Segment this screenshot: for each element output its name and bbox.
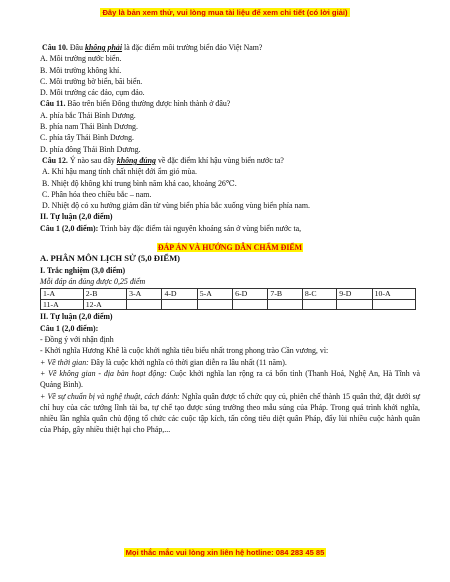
answer-paragraph — [40, 368, 420, 391]
option: D. Môi trường các đảo, cụm đảo. — [40, 88, 145, 98]
answer-key-title — [40, 242, 420, 253]
option: D. Nhiệt độ có xu hướng giảm dần từ vùng biển phía bắc xuống vùng biển phía nam. — [42, 201, 311, 211]
answer-cell: 2-B — [83, 289, 126, 300]
answer-cell — [337, 299, 372, 310]
option: C. phía tây Thái Bình Dương. — [40, 133, 134, 143]
score-note: Mỗi đáp án đúng được 0,25 điểm — [40, 276, 146, 286]
preview-banner — [0, 8, 450, 17]
part-2-title: II. Tự luận (2,0 điểm) — [40, 212, 113, 222]
answer-line: - Khởi nghĩa Hương Khê là cuộc khởi nghĩa tiêu biểu nhất trong phong trào Cần vương, vì: — [40, 346, 329, 356]
option: B. phía nam Thái Bình Dương. — [40, 122, 138, 132]
option: C. Phân hóa theo chiều bắc – nam. — [42, 189, 152, 199]
answer-cell — [233, 299, 268, 310]
question-text: về đặc điểm khí hậu vùng biển nước ta? — [156, 155, 284, 165]
answer-cell: 10-A — [372, 289, 415, 300]
answer-cell: 3-A — [127, 289, 162, 300]
emphasis-text: không đúng — [116, 155, 157, 165]
answer-paragraph — [40, 391, 420, 436]
question-number: Câu 10. — [42, 43, 68, 52]
answer-line — [40, 357, 420, 368]
question-number: Câu 12. — [42, 155, 68, 165]
multiple-choice-title: I. Trắc nghiệm (3,0 điểm) — [40, 265, 126, 275]
answer-cell: 4-D — [162, 289, 197, 300]
emphasis-text: không phải — [84, 43, 123, 52]
answer-cell — [127, 299, 162, 310]
table-row — [41, 289, 416, 300]
hotline-footer — [0, 548, 450, 557]
answer-key-title-text: ĐÁP ÁN VÀ HƯỚNG DẪN CHẤM ĐIỂM — [157, 243, 303, 253]
question-11 — [40, 98, 420, 109]
option: B. Môi trường không khí. — [40, 65, 122, 75]
essay-question-1 — [40, 223, 420, 234]
question-text: Bão trên biển Đông thường được hình thành ở đâu? — [65, 99, 231, 109]
question-10 — [40, 42, 420, 53]
question-text: Trình bày đặc điểm tài nguyên khoáng sản ở vùng biển nước ta, — [98, 223, 302, 233]
answer-line-label: + Về không gian - địa bàn hoạt động: — [40, 368, 167, 378]
option: A. phía bắc Thái Bình Dương. — [40, 110, 136, 120]
answer-cell: 11-A — [41, 299, 84, 310]
hotline-text: Mọi thắc mắc vui lòng xin liên hệ hotline: 084 283 45 85 — [125, 548, 325, 557]
answer-cell: 6-D — [233, 289, 268, 300]
answer-line-text: Nghĩa quân được tổ chức quy củ, phiên chế thành 15 quân thứ, đặt dưới sự chỉ huy của các tướng lĩnh tài ba, tự chế tạo được súng trường theo mẫu súng của Pháp. Trong quá trình khởi nghĩa, nhiều lần nghĩa quân chủ động tổ chức các cuộc tập kích, tấn công tiêu diệt quân Pháp, đẩy lùi nhiều cuộc hành quân của Pháp, gây nhiều thiệt hại cho Pháp,... — [40, 391, 420, 435]
table-row — [41, 299, 416, 310]
essay-answer-title: Câu 1 (2,0 điểm): — [40, 323, 99, 333]
question-number: Câu 1 (2,0 điểm): — [40, 223, 99, 233]
answer-cell — [162, 299, 197, 310]
answer-cell: 9-D — [337, 289, 372, 300]
answer-line-label: + Về thời gian: — [40, 357, 89, 367]
preview-banner-text: Đây là bản xem thử, vui lòng mua tài liệu để xem chi tiết (có lời giải) — [102, 8, 348, 17]
answer-cell — [268, 299, 302, 310]
option: A. Môi trường nước biển. — [40, 54, 122, 64]
answer-line-text: Đây là cuộc khởi nghĩa có thời gian diễn ra lâu nhất (11 năm). — [88, 357, 287, 367]
question-text: Ý nào sau đây — [67, 155, 117, 165]
question-number: Câu 11. — [40, 99, 66, 109]
answer-cell: 12-A — [83, 299, 126, 310]
option: C. Môi trường bờ biển, bãi biển. — [40, 76, 143, 86]
option: B. Nhiệt độ không khí trung bình năm khá cao, khoảng 26℃. — [42, 178, 237, 188]
question-text: Đâu — [67, 43, 85, 52]
answer-cell: 7-B — [268, 289, 302, 300]
answer-cell — [197, 299, 232, 310]
question-12 — [40, 155, 420, 166]
question-text: là đặc điểm môi trường biển đảo Việt Nam? — [122, 43, 263, 52]
option: A. Khí hậu mang tính chất nhiệt đới ẩm gió mùa. — [42, 167, 197, 177]
answer-table — [40, 288, 416, 310]
answer-cell: 8-C — [302, 289, 336, 300]
document-body — [40, 42, 420, 436]
option: D. phía đông Thái Bình Dương. — [40, 144, 141, 154]
essay-section-title: II. Tự luận (2,0 điểm) — [40, 312, 113, 322]
answer-line-label: + Về sự chuẩn bị và nghệ thuật, cách đánh: — [40, 391, 180, 401]
answer-cell — [302, 299, 336, 310]
answer-cell: 5-A — [197, 289, 232, 300]
section-a-title: A. PHÂN MÔN LỊCH SỬ (5,0 ĐIỂM) — [40, 253, 181, 264]
answer-cell — [372, 299, 415, 310]
answer-cell: 1-A — [41, 289, 84, 300]
answer-line-text: Cuộc khởi nghĩa lan rộng ra cả bốn tỉnh (Thanh Hoá, Nghệ An, Hà Tĩnh và Quảng Bình). — [40, 368, 420, 390]
answer-line: - Đồng ý với nhận định — [40, 335, 114, 345]
